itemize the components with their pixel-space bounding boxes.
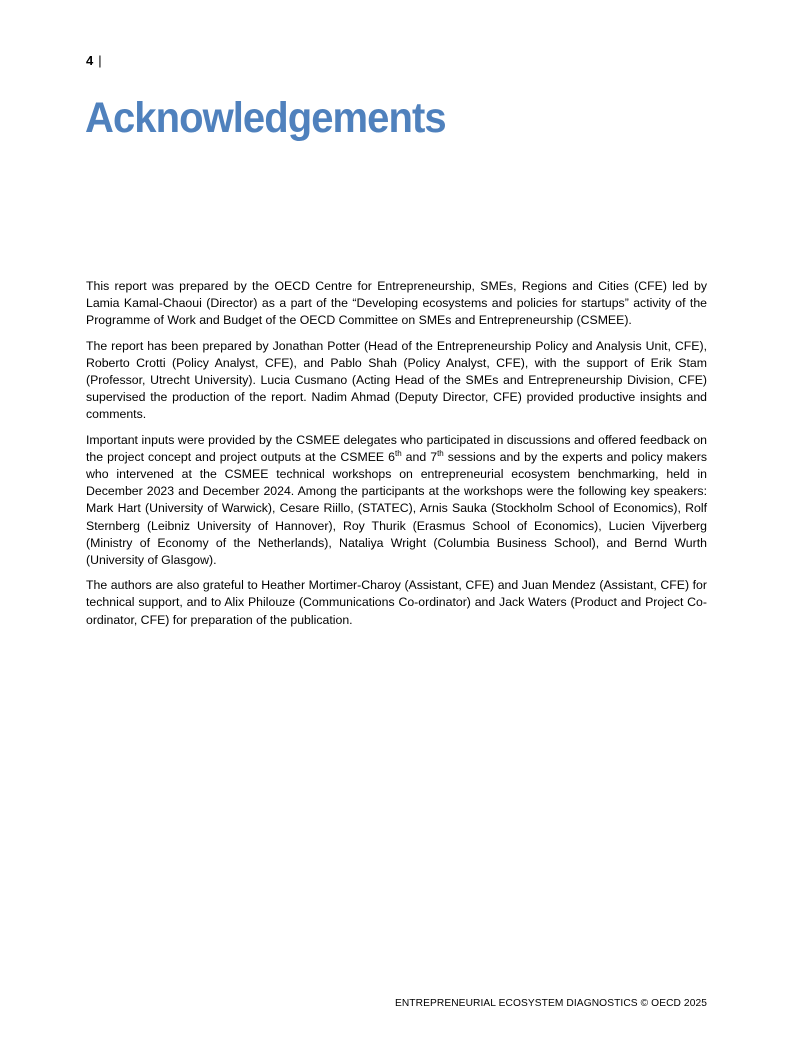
- paragraph-inputs: [86, 432, 707, 570]
- page-footer: ENTREPRENEURIAL ECOSYSTEM DIAGNOSTICS © OECD 2025: [394, 998, 707, 1009]
- acknowledgements-body: [86, 278, 707, 637]
- paragraph-authors: The report has been prepared by Jonathan Potter (Head of the Entrepreneurship Policy and Analysis Unit, CFE), Roberto Crotti (Policy Analyst, CFE), and Pablo Shah (Policy Analyst, CFE), with the support of Erik Stam (Professor, Utrecht University). Lucia Cusmano (Acting Head of the SMEs and Entrepreneurship Division, CFE) supervised the production of the report. Nadim Ahmad (Deputy Director, CFE) provided productive insights and comments.: [86, 338, 707, 422]
- paragraph-report-preparation: This report was prepared by the OECD Centre for Entrepreneurship, SMEs, Regions and Cities (CFE) led by Lamia Kamal-Chaoui (Director) as a part of the “Developing ecosystems and policies for startups” activity of the Programme of Work and Budget of the OECD Committee on SMEs and Entrepreneurship (CSMEE).: [86, 279, 707, 328]
- paragraph-inputs-part3: sessions and by the experts and policy makers who intervened at the CSMEE technical workshops on entrepreneurial ecosystem benchmarking, held in December 2023 and December 2024. Among the participants at the workshops were the following key speakers: Mark Hart (University of Warwick), Cesare Riillo, (STATEC), Arnis Sauka (Stockholm School of Economics), Rolf Sternberg (Leibniz University of Hannover), Roy Thurik (Erasmus School of Economics), Lucien Vijverberg (Ministry of Economy of the Netherlands), Nataliya Wright (Columbia Business School), and Bernd Wurth (University of Glasgow).: [86, 449, 707, 568]
- superscript-th-6: th: [394, 448, 402, 458]
- header-separator: |: [98, 53, 102, 68]
- superscript-th-7: th: [437, 448, 444, 458]
- page-title: Acknowledgements: [85, 94, 446, 142]
- paragraph-gratitude: The authors are also grateful to Heather Mortimer-Charoy (Assistant, CFE) and Juan Mendez (Assistant, CFE) for technical support, and to Alix Philouze (Communications Co-ordinator) and Jack Waters (Product and Project Co-ordinator, CFE) for preparation of the publication.: [86, 578, 707, 627]
- paragraph-inputs-part1: Important inputs were provided by the CSMEE delegates who participated in discussions and offered feedback on the project concept and project outputs at the CSMEE 6: [86, 432, 707, 464]
- page-number: 4: [86, 53, 94, 68]
- page-header: [86, 53, 102, 69]
- paragraph-inputs-part2: and 7: [401, 449, 438, 464]
